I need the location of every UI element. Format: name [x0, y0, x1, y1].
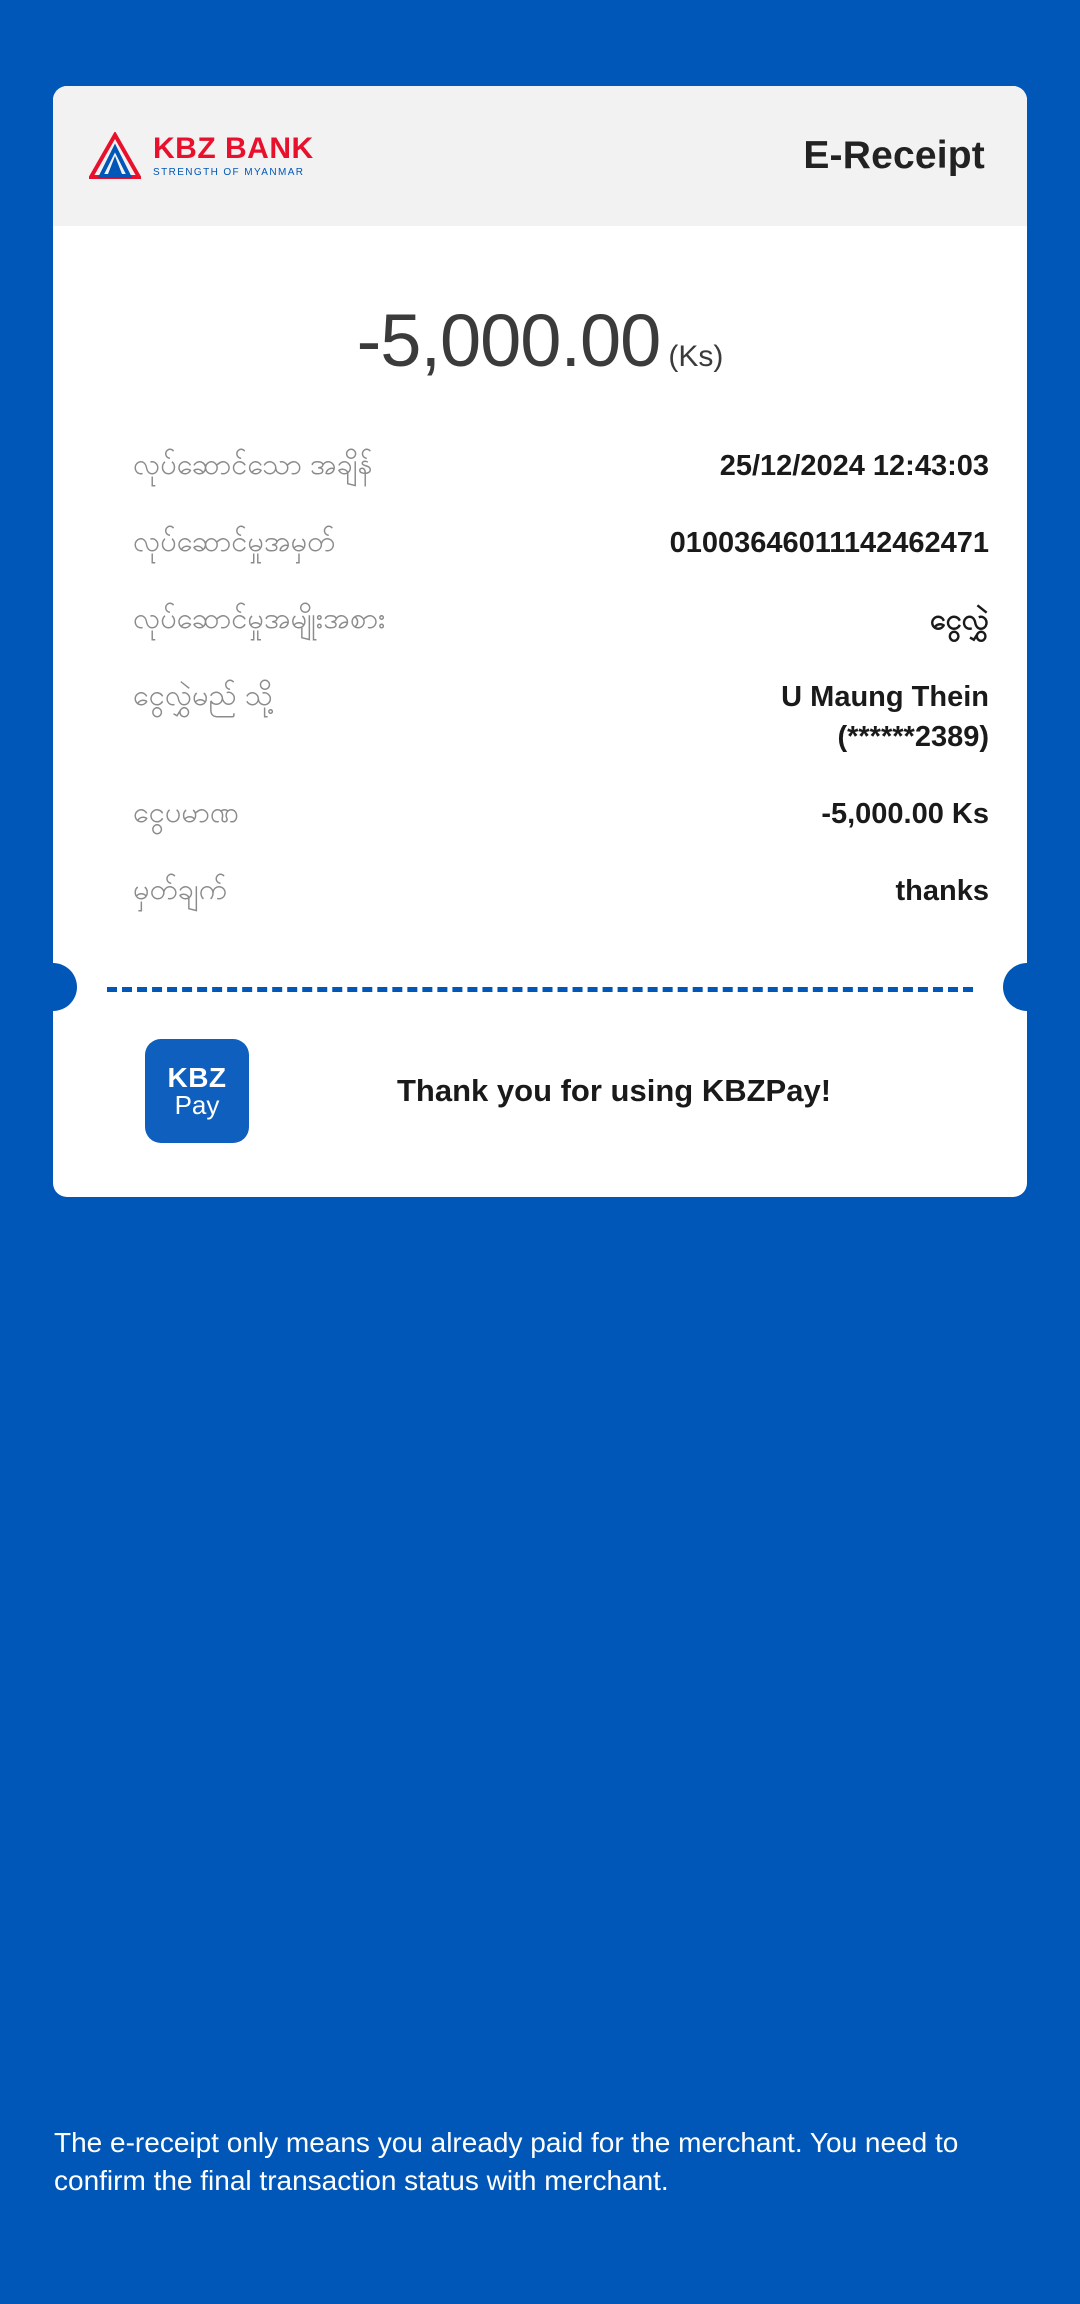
amount-block: [53, 226, 1027, 447]
detail-label: လုပ်ဆောင်မှုအမှတ်: [133, 526, 336, 559]
dashed-line: [107, 987, 973, 992]
detail-value: [297, 678, 989, 756]
receipt-header: [53, 86, 1027, 226]
recipient-name: U Maung Thein: [781, 681, 989, 714]
brand-text: [153, 134, 314, 178]
brand: [89, 132, 314, 180]
detail-row-note: [133, 872, 989, 911]
detail-row-transaction-type: [133, 601, 989, 640]
notch-right: [1003, 963, 1027, 1011]
detail-label: ငွေလွှဲမည် သို့: [133, 680, 273, 713]
detail-value: -5,000.00 Ks: [821, 797, 989, 830]
detail-value: 25/12/2024 12:43:03: [719, 450, 989, 482]
page-title: E-Receipt: [803, 134, 985, 177]
kbz-triangle-logo-icon: [89, 132, 141, 180]
receipt-footer: [53, 1029, 1027, 1197]
detail-label: လုပ်ဆောင်မှုအမျိုးအစား: [133, 603, 386, 636]
notch-left: [53, 963, 77, 1011]
kbzpay-logo-line2: Pay: [174, 1090, 220, 1121]
detail-value: ငွေလွှဲ: [929, 604, 989, 637]
detail-value: 01003646011142462471: [669, 527, 989, 560]
kbzpay-logo-line1: KBZ: [167, 1061, 227, 1093]
receipt-card: [53, 86, 1027, 1197]
disclaimer-text: The e-receipt only means you already paid for the merchant. You need to confirm the final transaction status with merchant.: [54, 2127, 959, 2197]
brand-name: KBZ BANK: [153, 132, 314, 165]
detail-label: လုပ်ဆောင်သော အချိန်: [133, 449, 373, 481]
detail-row-recipient: [133, 678, 989, 756]
perforation-divider: [53, 949, 1027, 1029]
thank-you-message: Thank you for using KBZPay!: [396, 1072, 832, 1108]
amount-currency: (Ks): [668, 340, 724, 373]
amount-value: -5,000.00: [356, 299, 661, 382]
recipient-account: (******2389): [837, 720, 989, 753]
detail-list: [53, 447, 1027, 911]
detail-label: ငွေပမာဏ: [133, 796, 240, 829]
detail-row-time: [133, 447, 989, 486]
kbzpay-logo-icon: [145, 1039, 249, 1143]
detail-label: မှတ်ချက်: [133, 873, 228, 906]
detail-row-transaction-id: [133, 524, 989, 563]
brand-tagline: STRENGTH OF MYANMAR: [153, 167, 305, 178]
detail-row-amount: [133, 795, 989, 834]
detail-value: thanks: [895, 874, 989, 907]
